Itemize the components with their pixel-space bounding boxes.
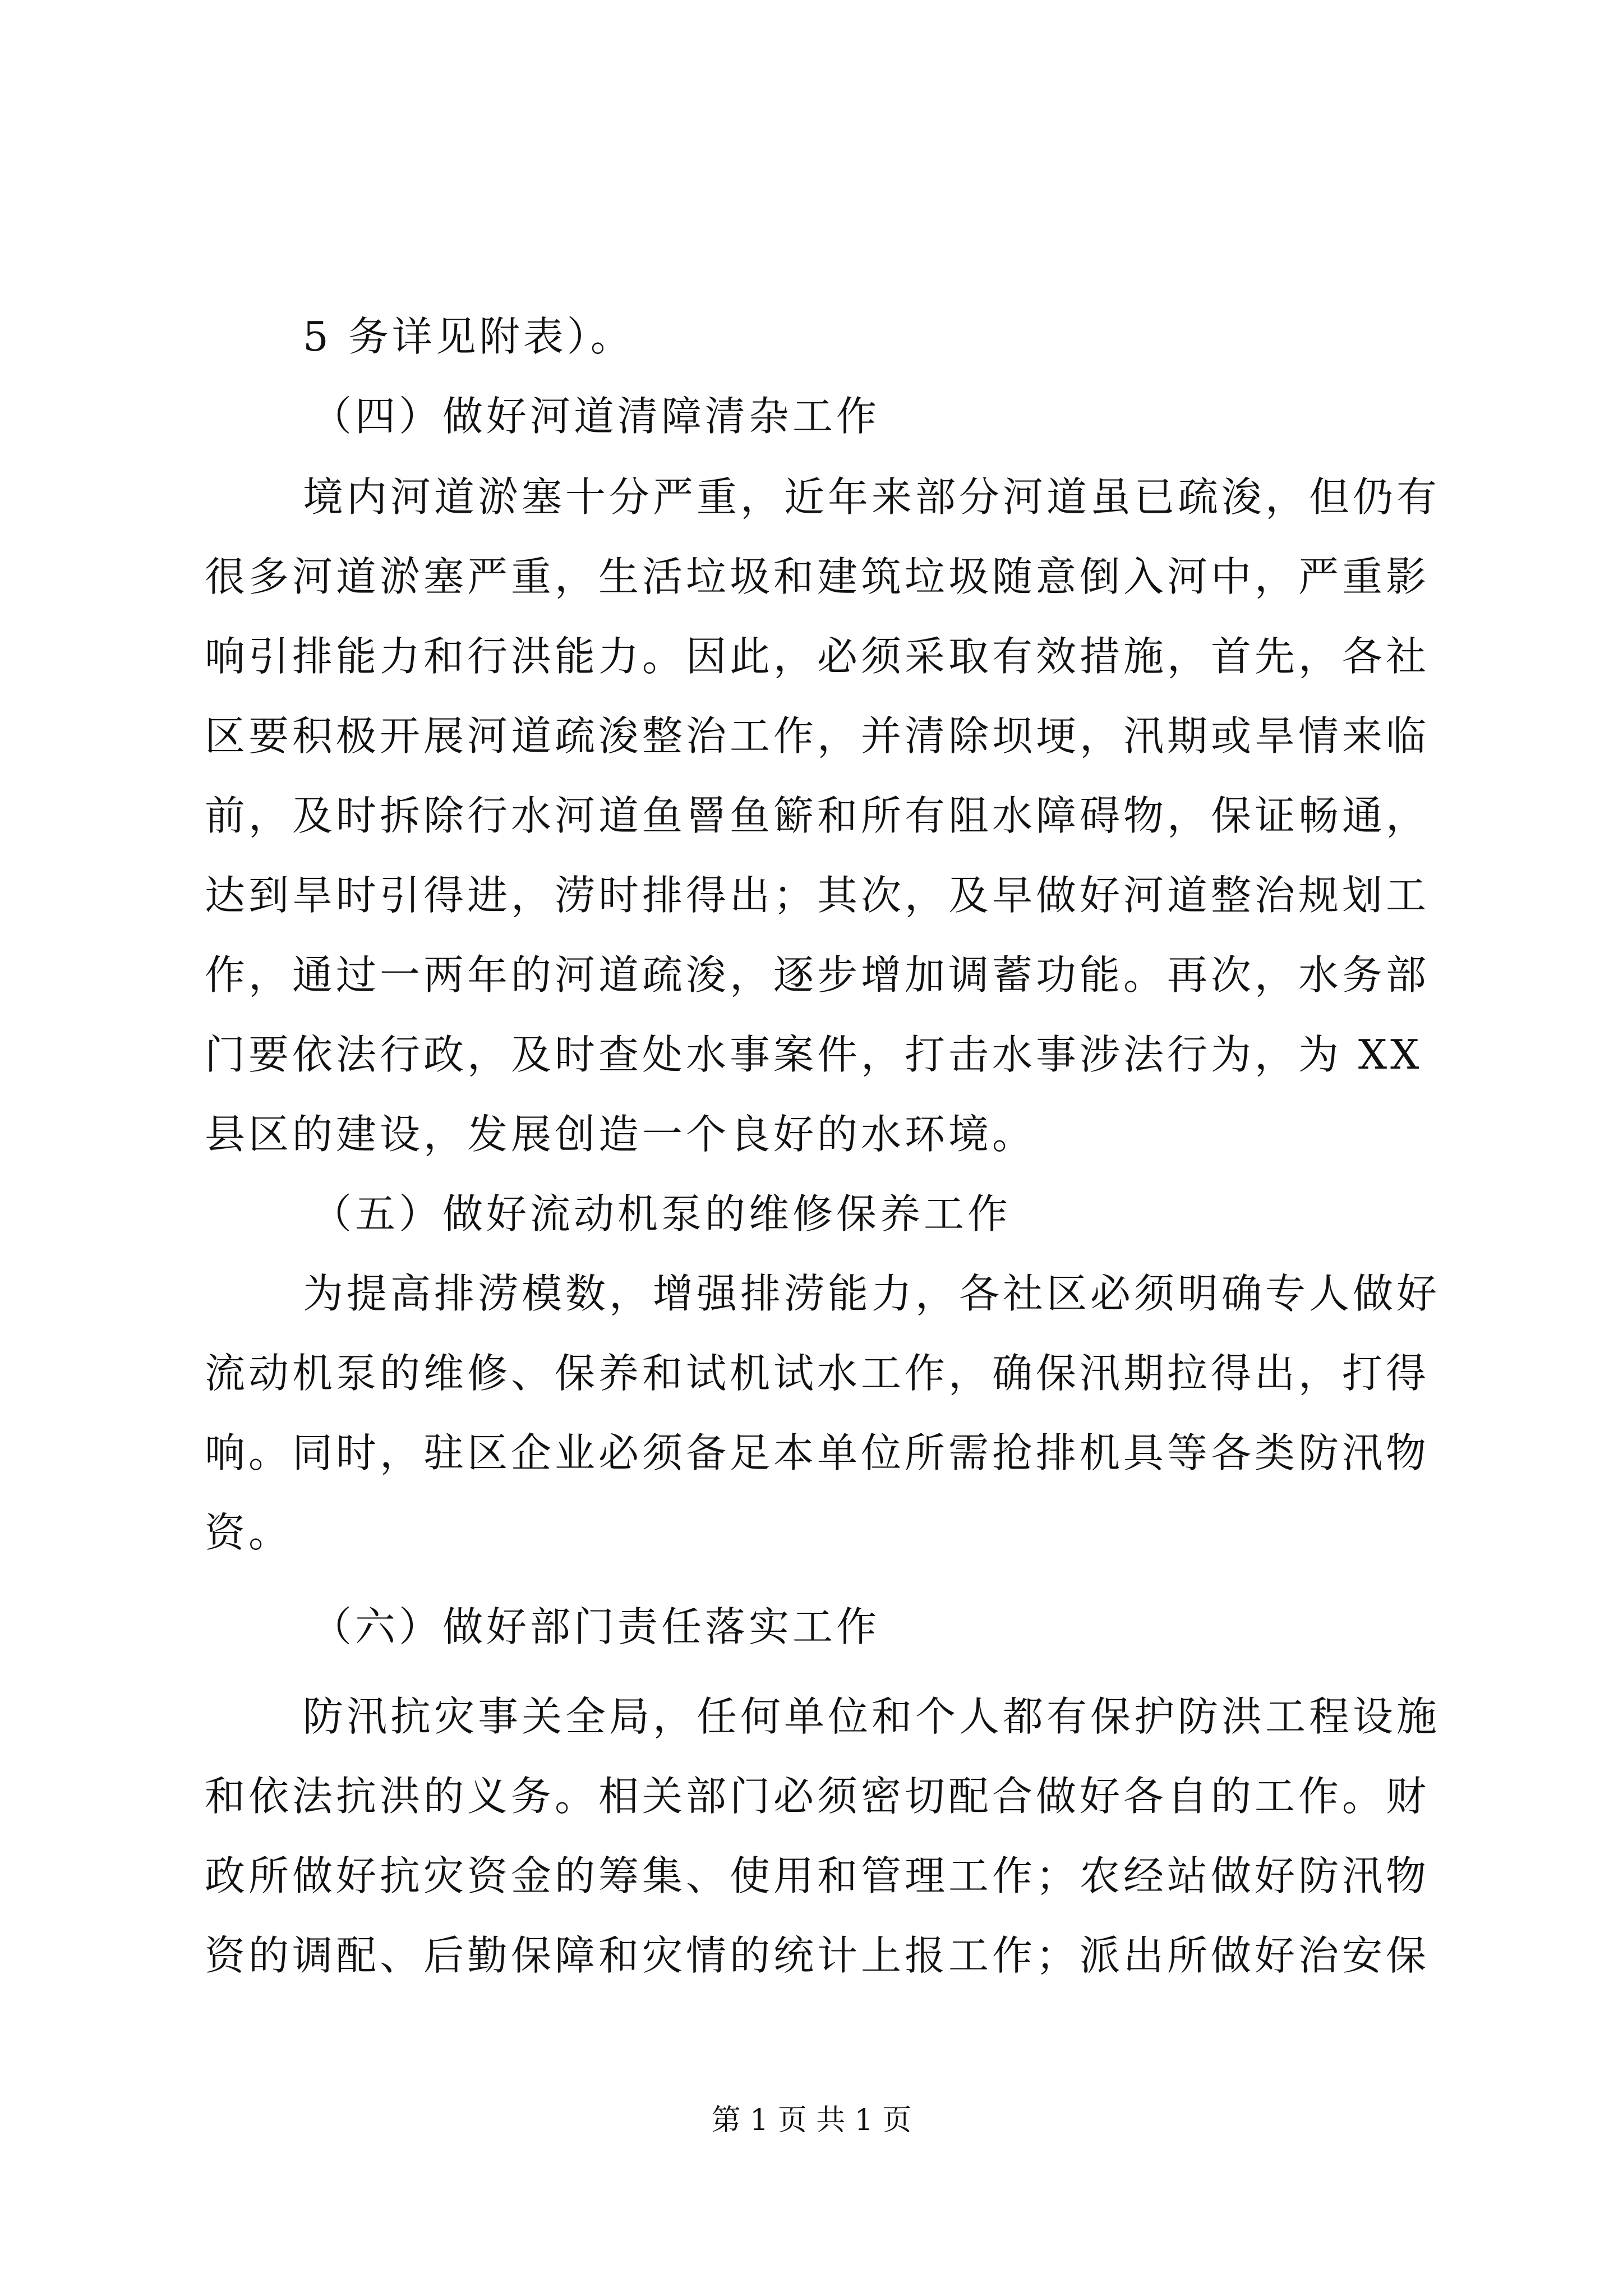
paragraph-line: 前，及时拆除行水河道鱼罾鱼簖和所有阻水障碍物，保证畅通， [205,792,1430,839]
section-heading: （四）做好河道清障清杂工作 [311,393,880,440]
paragraph-line: 很多河道淤塞严重，生活垃圾和建筑垃圾随意倒入河中，严重影 [205,553,1430,600]
paragraph-line: 和依法抗洪的义务。相关部门必须密切配合做好各自的工作。财 [205,1773,1430,1820]
paragraph-line: 达到旱时引得进，涝时排得出；其次，及早做好河道整治规划工 [205,872,1430,919]
paragraph-line: 5 务详见附表）。 [303,313,634,360]
paragraph-line: 县区的建设，发展创造一个良好的水环境。 [205,1111,1036,1158]
section-heading: （六）做好部门责任落实工作 [311,1603,880,1650]
paragraph-line: 流动机泵的维修、保养和试机试水工作，确保汛期拉得出，打得 [205,1350,1430,1397]
paragraph-line: 资。 [205,1509,293,1556]
paragraph-line: 响引排能力和行洪能力。因此，必须采取有效措施，首先，各社 [205,633,1430,680]
paragraph-line: 区要积极开展河道疏浚整治工作，并清除坝埂，汛期或旱情来临 [205,712,1430,760]
paragraph-line: 资的调配、后勤保障和灾情的统计上报工作；派出所做好治安保 [205,1932,1430,1979]
paragraph-line: 门要依法行政，及时查处水事案件，打击水事涉法行为，为 XX [205,1031,1423,1078]
paragraph-line: 作，通过一两年的河道疏浚，逐步增加调蓄功能。再次，水务部 [205,951,1430,999]
paragraph-line: 响。同时，驻区企业必须备足本单位所需抢排机具等各类防汛物 [205,1429,1430,1476]
paragraph-line: 为提高排涝模数，增强排涝能力，各社区必须明确专人做好 [303,1270,1441,1317]
section-heading: （五）做好流动机泵的维修保养工作 [311,1190,1012,1237]
paragraph-line: 防汛抗灾事关全局，任何单位和个人都有保护防洪工程设施 [303,1693,1441,1740]
paragraph-line: 政所做好抗灾资金的筹集、使用和管理工作；农经站做好防汛物 [205,1852,1430,1899]
page-footer: 第 1 页 共 1 页 [711,2104,912,2137]
paragraph-line: 境内河道淤塞十分严重，近年来部分河道虽已疏浚，但仍有 [303,473,1441,521]
